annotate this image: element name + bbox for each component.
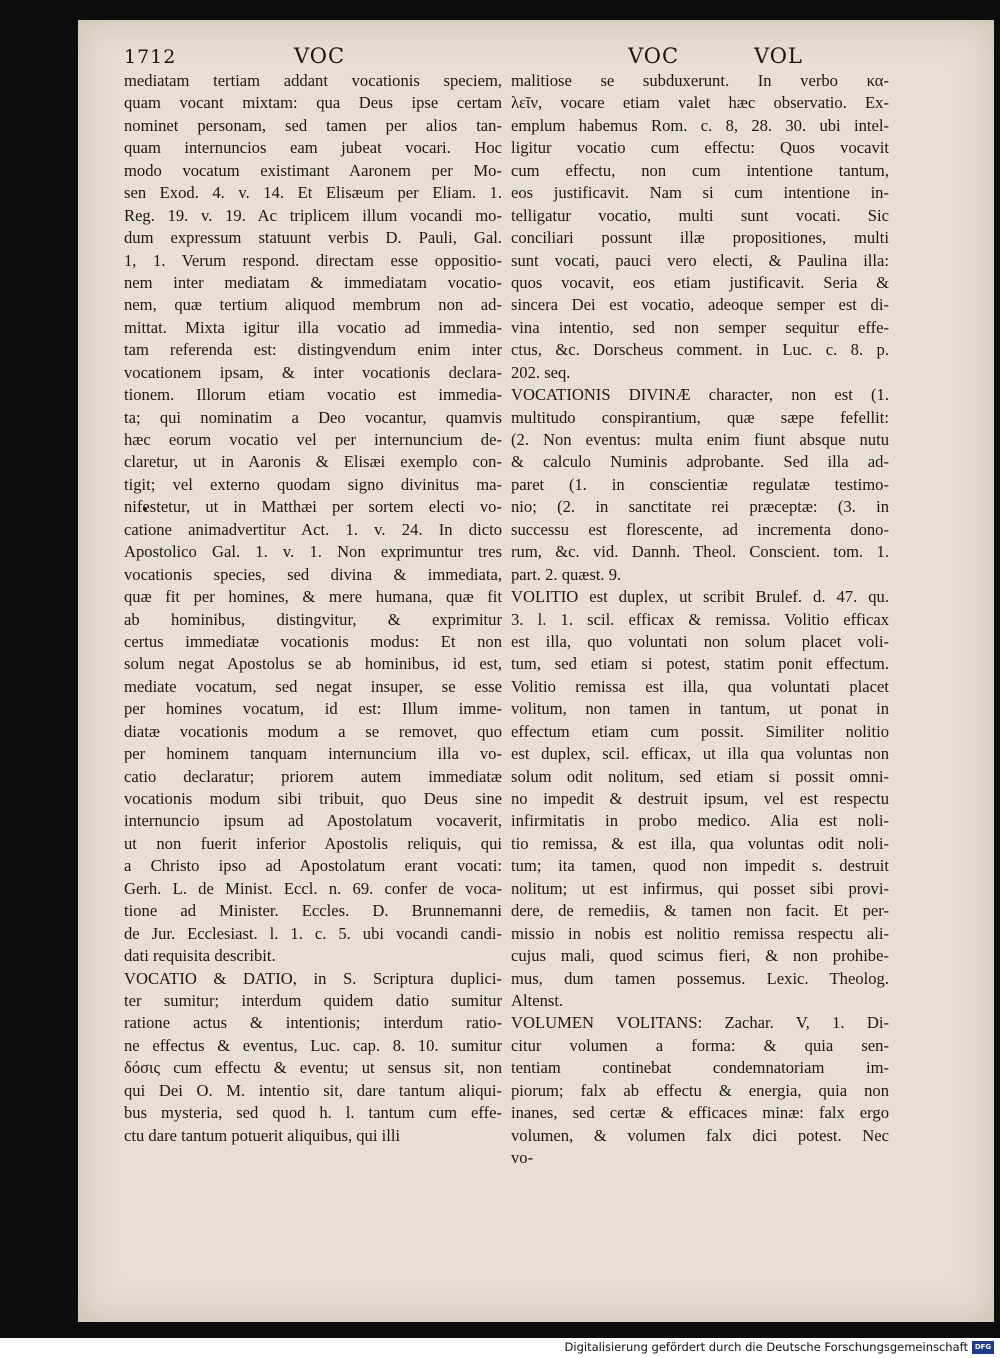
- text-line: quam vocant mixtam: qua Deus ipse certam: [124, 93, 502, 113]
- running-head-right-first: VOC: [628, 44, 680, 68]
- text-line: multitudo conspirantium, quæ sæpe fefellit:: [511, 407, 889, 427]
- text-line: citur volumen a forma: & quia sen-: [511, 1035, 889, 1055]
- running-head-left: VOC: [294, 44, 346, 68]
- text-line: ne effectus & eventus, Luc. cap. 8. 10. sumitur: [124, 1035, 502, 1055]
- text-line: infirmitatis in probo medico. Alia est noli-: [511, 811, 889, 831]
- text-line: qui Dei O. M. intentio sit, dare tantum aliqui-: [124, 1080, 502, 1100]
- text-line: per hominem tanquam internuncium illa vo-: [124, 744, 502, 764]
- text-line: diatæ vocationis modum a se removet, quo: [124, 721, 502, 741]
- running-head-right-last: VOL: [754, 44, 803, 68]
- text-line: nifestetur, ut in Matthæi per sortem electi vo-: [124, 497, 502, 517]
- text-line: solum odit nolitum, sed etiam si possit omni-: [511, 766, 889, 786]
- text-line: vo-: [511, 1148, 534, 1167]
- text-line: cujus mali, quod scimus fieri, & non prohibe-: [511, 946, 889, 966]
- text-line: nem, quæ tertium aliquod membrum non ad-: [124, 295, 502, 315]
- text-line: tionem. Illorum etiam vocatio est immedia-: [124, 385, 502, 405]
- text-line: ab hominibus, distingvitur, & exprimitur: [124, 609, 502, 629]
- text-line: sincera Dei est vocatio, adeoque semper est di-: [511, 295, 889, 315]
- text-line: tione ad Minister. Eccles. D. Brunnemanni: [124, 901, 502, 921]
- text-line: malitiose se subduxerunt. In verbo κα-: [511, 71, 889, 90]
- text-line: quæ fit per homines, & mere humana, quæ fit: [124, 587, 502, 607]
- text-line: tam referenda est: distingvendum enim inter: [124, 340, 502, 360]
- text-line: sen Exod. 4. v. 14. Et Elisæum per Eliam. 1.: [124, 183, 502, 203]
- text-line: no impedit & destruit ipsum, vel est respectu: [511, 789, 889, 808]
- text-line: est duplex, scil. efficax, ut illa qua voluntas non: [511, 744, 889, 764]
- text-line: dere, de remediis, & tamen non facit. Et per-: [511, 901, 889, 921]
- text-line: telligatur vocatio, multi sunt vocati. Sic: [511, 205, 889, 225]
- text-line: rum, &c. vid. Dannh. Theol. Conscient. tom. 1.: [511, 542, 889, 562]
- page-number: 1712: [124, 46, 177, 68]
- text-line: inanes, sed certæ & efficaces minæ: falx ergo: [511, 1103, 889, 1123]
- text-line: VOCATIO & DATIO, in S. Scriptura duplici-: [124, 968, 502, 988]
- text-line: mittat. Mixta igitur illa vocatio ad immedia-: [124, 317, 502, 337]
- text-line: catione animadvertitur Act. 1. v. 24. In dicto: [124, 519, 502, 539]
- text-line: sunt vocati, pauci vero electi, & Paulina illa:: [511, 250, 889, 270]
- text-line: emplum habemus Rom. c. 8, 28. 30. ubi intel-: [511, 115, 889, 135]
- text-line: successu est florescente, ad incrementa dono-: [511, 519, 889, 539]
- text-line: bus mysteria, sed quod h. l. tantum cum effe-: [124, 1103, 502, 1123]
- text-line: vina intentio, sed non semper sequitur effe-: [511, 317, 889, 337]
- text-line: δόσις cum effectu & eventu; ut sensus sit, non: [124, 1058, 502, 1078]
- text-line: solum negat Apostolus se ab hominibus, id est,: [124, 654, 502, 674]
- text-line: Apostolico Gal. 1. v. 1. Non exprimuntur tres: [124, 542, 502, 562]
- text-line: ctus, &c. Dorscheus comment. in Luc. c. 8. p.: [511, 340, 889, 360]
- text-line: nominet personam, sed tamen per alios tan-: [124, 115, 502, 135]
- text-line: catio declaratur; priorem autem immediatæ: [124, 766, 502, 786]
- text-line: dati requisita describit.: [124, 946, 276, 966]
- text-line: quos vocavit, eos etiam justificavit. Seria &: [511, 272, 889, 292]
- text-line: paret (1. in conscientiæ regulatæ testimo-: [511, 474, 889, 494]
- text-line: 3. l. 1. scil. efficax & remissa. Volitio efficax: [511, 609, 889, 629]
- text-line: (2. Non eventus: multa enim fiunt absque nutu: [511, 430, 889, 449]
- text-line: cum effectu, non cum intentione tantum,: [511, 160, 889, 180]
- text-line: claretur, ut in Aaronis & Elisæi exemplo con-: [124, 452, 502, 472]
- text-line: mus, dum tamen possemus. Lexic. Theolog.: [511, 968, 889, 988]
- text-line: vocationis modum sibi tribuit, quo Deus sine: [124, 789, 502, 808]
- text-line: est illa, quo voluntati non solum placet voli-: [511, 631, 889, 651]
- text-line: nolitum; ut est infirmus, qui posset sibi provi-: [511, 878, 889, 898]
- text-line: per homines vocatum, id est: Illum imme-: [124, 699, 502, 719]
- text-line: effectum etiam cum possit. Similiter nolitio: [511, 721, 889, 741]
- text-line: vocationis species, sed divina & immediata,: [124, 564, 502, 584]
- left-text-column: [124, 70, 502, 1147]
- text-line: a Christo ipso ad Apostolatum erant vocati:: [124, 856, 502, 876]
- text-line: piorum; falx ab effectu & energia, quia non: [511, 1080, 889, 1100]
- text-line: ter sumitur; interdum quidem datio sumitur: [124, 990, 502, 1010]
- text-line: eos justificavit. Nam si cum intentione in-: [511, 183, 889, 203]
- text-line: dum expressum statuunt verbis D. Pauli, Gal.: [124, 228, 502, 248]
- text-line: missio in nobis est nolitio remissa respectu ali-: [511, 923, 889, 943]
- text-line: certus immediatæ vocationis modus: Et non: [124, 631, 502, 651]
- text-line: mediate vocatum, sed negat insuper, se esse: [124, 676, 502, 696]
- text-line: mediatam tertiam addant vocationis speciem,: [124, 71, 502, 90]
- text-line: vocationem ipsam, & inter vocationis declara-: [124, 362, 502, 382]
- text-line: λεῖν, vocare etiam valet hæc observatio. Ex-: [511, 93, 889, 113]
- text-line: ut non fuerit inferior Apostolis reliquis, qui: [124, 833, 502, 853]
- text-line: volumen, & volumen falx dici potest. Nec: [511, 1125, 889, 1145]
- text-line: Volitio remissa est illa, qua voluntati placet: [511, 676, 889, 696]
- text-line: 202. seq.: [511, 362, 571, 382]
- text-line: ratione actus & intentionis; interdum ratio-: [124, 1013, 502, 1033]
- right-text-column: [511, 70, 889, 1169]
- text-line: quam internuncios eam jubeat vocari. Hoc: [124, 138, 502, 158]
- text-line: de Jur. Ecclesiast. l. 1. c. 5. ubi vocandi candi-: [124, 923, 502, 943]
- text-line: VOLITIO est duplex, ut scribit Brulef. d. 47. qu.: [511, 587, 889, 607]
- text-line: Altenst.: [511, 990, 564, 1010]
- text-line: ligitur vocatio cum effectu: Quos vocavit: [511, 138, 889, 158]
- text-line: tum; ita tamen, quod non impedit s. destruit: [511, 856, 889, 876]
- text-line: nio; (2. in sanctitate rei præceptæ: (3. in: [511, 497, 889, 517]
- text-line: tigit; vel externo quodam signo divinitus ma-: [124, 474, 502, 494]
- footer-credit: Digitalisierung gefördert durch die Deutsche Forschungsgemeinschaft: [564, 1340, 968, 1354]
- text-line: hæc eorum vocatio vel per internuncium de-: [124, 430, 502, 449]
- text-line: tum, sed etiam si potest, statim ponit effectum.: [511, 654, 889, 674]
- text-line: ctu dare tantum potuerit aliquibus, qui illi: [124, 1125, 401, 1145]
- text-line: VOLUMEN VOLITANS: Zachar. V, 1. Di-: [511, 1013, 889, 1033]
- text-line: modo vocatum existimant Aaronem per Mo-: [124, 160, 502, 180]
- text-line: 1, 1. Verum respond. directam esse oppositio-: [124, 250, 502, 270]
- digitization-footer: [0, 1338, 1000, 1358]
- dfg-logo: DFG: [972, 1341, 994, 1354]
- text-line: ta; qui nominatim a Deo vocantur, quamvis: [124, 407, 502, 427]
- text-line: conciliari possunt illæ propositiones, multi: [511, 228, 889, 248]
- text-line: & calculo Numinis adprobante. Sed illa ad-: [511, 452, 889, 472]
- text-line: nem inter mediatam & immediatam vocatio-: [124, 272, 502, 292]
- text-line: tentiam continebat condemnatoriam im-: [511, 1058, 889, 1078]
- text-line: part. 2. quæst. 9.: [511, 564, 622, 584]
- text-line: tio remissa, & est illa, qua voluntas odit noli-: [511, 833, 889, 853]
- text-line: VOCATIONIS DIVINÆ character, non est (1.: [511, 385, 889, 405]
- text-line: Gerh. L. de Minist. Eccl. n. 69. confer de voca-: [124, 878, 502, 898]
- text-line: volitum, non tamen in tantum, ut ponat in: [511, 699, 889, 719]
- text-line: internuncio ipsum ad Apostolatum vocaverit,: [124, 811, 502, 831]
- text-line: Reg. 19. v. 19. Ac triplicem illum vocandi mo-: [124, 205, 502, 225]
